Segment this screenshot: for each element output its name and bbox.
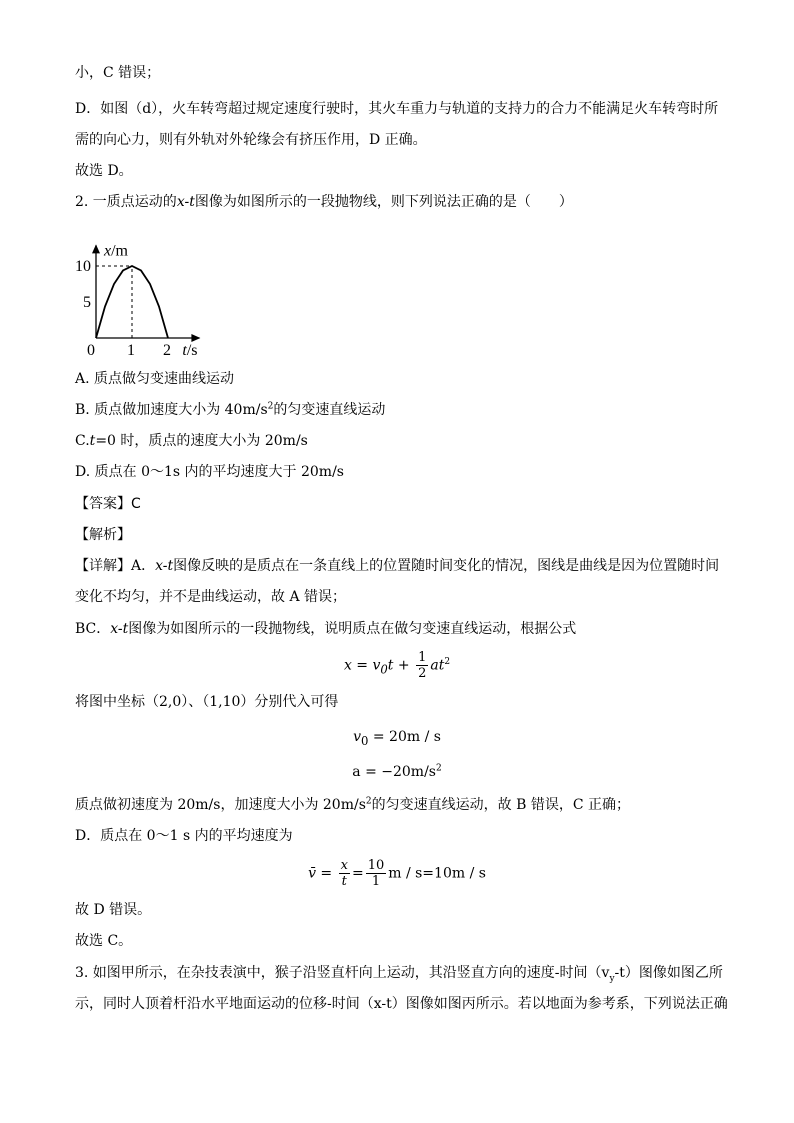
xt-graph — [75, 215, 240, 365]
text-line-1: 小，C 错误； — [75, 65, 161, 81]
formula-average-velocity: v̄ = $\frac{x}{t}$ = $\frac{10}{1}$ m / s=10m / s — [308, 858, 486, 889]
text-line-2: D．如图（d），火车转弯超过规定速度行驶时，其火车重力与轨道的支持力的合力不能满足火车转弯时所 — [75, 101, 719, 117]
answer-label: 【答案】C — [75, 496, 141, 512]
option-c: C.t=0 时，质点的速度大小为 20m/s — [75, 433, 308, 449]
option-d: D. 质点在 0～1s 内的平均速度大于 20m/s — [75, 464, 344, 480]
analysis-label: 【解析】 — [75, 527, 131, 543]
formula-v0: $v_0 = 20m / s$ — [353, 729, 441, 748]
y-axis-arrow — [92, 244, 100, 253]
x-axis-arrow — [191, 334, 200, 342]
text-line-3: 需的向心力，则有外轨对外轮缘会有挤压作用，D 正确。 — [75, 132, 427, 148]
x-tick-1: 1 — [127, 342, 135, 359]
y-tick-10: 10 — [75, 258, 91, 275]
choose-line: 故选 C。 — [75, 933, 133, 949]
question-3-line-2: 示，同时人顶着杆沿水平地面运动的位移-时间（x-t）图像如图丙所示。若以地面为参考系，下列说法正确 — [75, 996, 728, 1012]
detail-line-1: 【详解】A．x-t图像反映的是质点在一条直线上的位置随时间变化的情况，图线是曲线是因为位置随时间 — [75, 558, 720, 574]
question-2: 2. 一质点运动的x-t图像为如图所示的一段抛物线，则下列说法正确的是（ ） — [75, 194, 573, 210]
d-error-line: 故 D 错误。 — [75, 902, 152, 918]
bc-line: BC．x-t图像为如图所示的一段抛物线，说明质点在做匀变速直线运动，根据公式 — [75, 621, 577, 637]
formula-a: $a = -20m/s^2$ — [352, 763, 442, 780]
result-line: 质点做初速度为 20m/s，加速度大小为 $20m/s^2$的匀变速直线运动，故 B 错误，C 正确； — [75, 796, 630, 813]
y-tick-5: 5 — [83, 294, 91, 311]
option-b: B. 质点做加速度大小为 $40m/s^2$的匀变速直线运动 — [75, 401, 386, 418]
d-line: D．质点在 0～1 s 内的平均速度为 — [75, 828, 293, 844]
x-axis-label: t/s — [182, 342, 198, 359]
option-a: A. 质点做匀变速曲线运动 — [75, 371, 235, 387]
question-3-line-1: 3. 如图甲所示，在杂技表演中，猴子沿竖直杆向上运动，其沿竖直方向的速度-时间$(v_y-t)$图像如图乙所 — [75, 965, 723, 984]
substitution-line: 将图中坐标（2,0）、（1,10）分别代入可得 — [75, 694, 339, 710]
formula-displacement: $x = v_0t$ + $\frac{1}{2}$ $at^2$ — [343, 650, 451, 681]
text-line-4: 故选 D。 — [75, 163, 133, 179]
y-axis-label: x/m — [104, 242, 128, 260]
detail-line-2: 变化不均匀，并不是曲线运动，故 A 错误； — [75, 589, 347, 605]
x-tick-0: 0 — [87, 342, 95, 359]
x-tick-2: 2 — [163, 342, 171, 359]
